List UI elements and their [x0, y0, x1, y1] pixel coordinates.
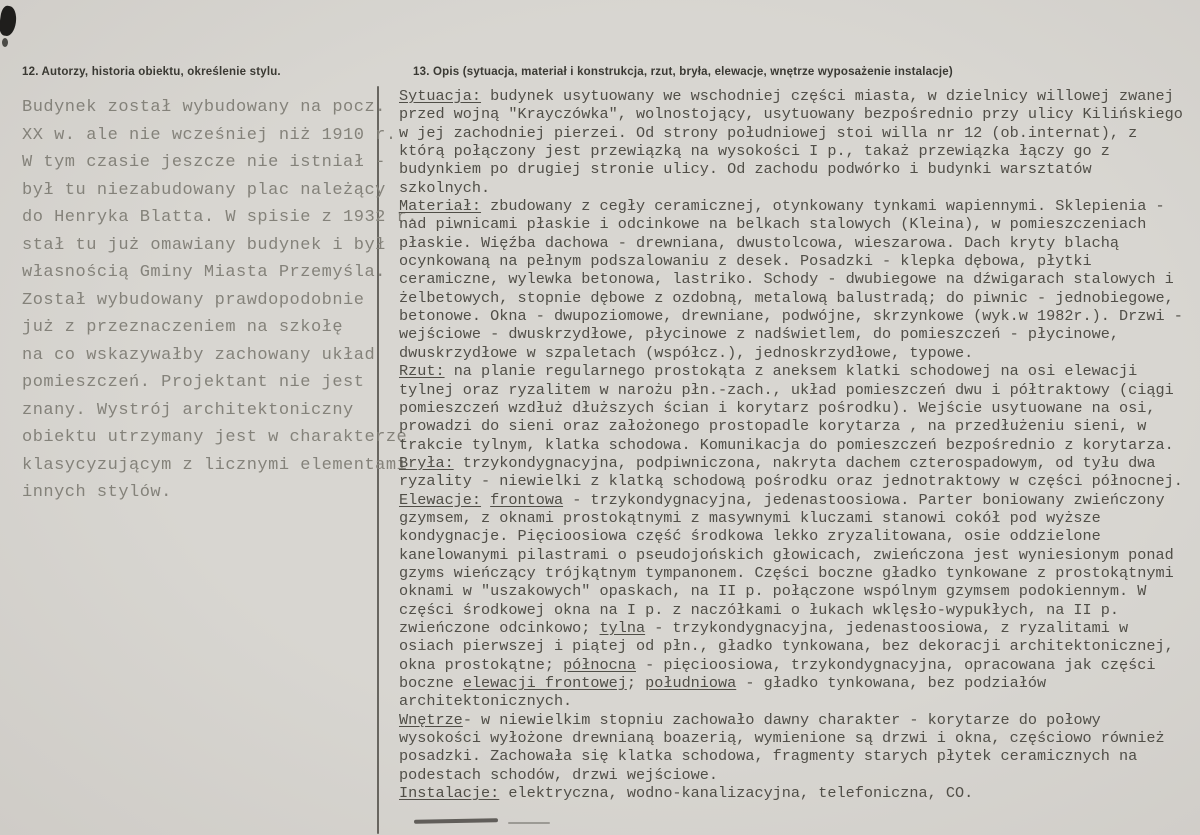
- text-line: do Henryka Blatta. W spisie z 1932 r.: [22, 208, 418, 227]
- text-line: XX w. ale nie wcześniej niż 1910 r.: [22, 125, 397, 145]
- underlined-term: Sytuacja:: [399, 87, 482, 105]
- section-12-heading: 12. Autorzy, historia obiektu, określenie stylu.: [22, 66, 281, 78]
- underlined-term: tylna: [599, 618, 646, 637]
- paragraph: [399, 362, 1185, 454]
- text-segment: [481, 491, 490, 509]
- text-line: już z przeznaczeniem na szkołę: [22, 318, 344, 337]
- text-segment: - trzykondygnacyjna, jedenastoosiowa. Parter boniowany zwieńczony gzymsem, z oknami prostokątnymi z masywnymi kluczami stanowi cokół pod wyższe kondygnacje. Pięcioosiowa część środkowa lekko zryzalitowana, osie oddzielone kanelowanymi pilastrami o pseudojońskich głowicach, zwieńczona jest wyniesionym ponad gzyms wieńczący trójkątnym tympanonem. Części boczne gładko tynkowane z prostokątnymi oknami w "uszakowych" opaskach, na II p. połączone wspólnym gzymsem podokiennym. W części środkowej okna na I p. z naczółkami o łukach wklęsło-wypukłych, na II p. zwieńczone odcinkowo;: [399, 490, 1174, 637]
- underlined-term: Elewacje:: [399, 490, 482, 509]
- paragraph: [399, 87, 1185, 197]
- underlined-term: Rzut:: [399, 362, 445, 381]
- text-line: innych stylów.: [22, 483, 172, 502]
- underlined-term: północna: [563, 655, 636, 674]
- text-segment: budynek usytuowany we wschodniej części miasta, w dzielnicy willowej zwanej przed wojną "Krayczówka", wolnostojący, usytuowany bezpośrednio przy ulicy Kilińskiego w jej zachodniej pierzei. Od strony południowej stoi willa nr 12 (ob.internat), z którą połączony jest przewiązką na wysokości I p., takaż przewiązka łączy go z budynkiem po drugiej stronie ulicy. Od zachodu podwórko i budynki warsztatów szkolnych.: [399, 87, 1183, 197]
- right-column-body: [399, 87, 1185, 802]
- underlined-term: południowa: [645, 674, 737, 692]
- ink-blot: [0, 5, 18, 37]
- text-segment: zbudowany z cegły ceramicznej, otynkowany tynkami wapiennymi. Sklepienia - nad piwnicami płaskie i odcinkowe na belkach stalowych (Kleina), w pomieszczeniach płaskie. Więźba dachowa - drewniana, dwustolcowa, wieszarowa. Dach kryty blachą ocynkowaną na pełnym podszalowaniu z desek. Posadzki - klepka dębowa, płytki ceramiczne, wylewka betonowa, lastriko. Schody - dwubiegowe na dźwigarach stalowych i żelbetowych, stopnie dębowe z ozdobną, metalową balustradą; do piwnic - jednobiegowe, betonowe. Okna - dwupoziomowe, drewniane, podwójne, skrzynkowe (wyk.w 1982r.). Drzwi - wejściowe - dwuskrzydłowe, płycinowe z nadświetlem, do pomieszczeń - płycinowe, dwuskrzydłowe w szpaletach (współcz.), jednoskrzydłowe, typowe.: [399, 197, 1183, 362]
- underlined-term: Bryła:: [399, 453, 454, 472]
- paragraph: [399, 197, 1185, 362]
- underlined-term: frontowa: [490, 490, 564, 509]
- ink-smudge-faint: [508, 822, 550, 824]
- text-line: własnością Gminy Miasta Przemyśla.: [22, 263, 386, 282]
- text-line: był tu niezabudowany plac należący: [22, 180, 386, 200]
- underlined-term: Instalacje:: [399, 784, 500, 803]
- text-line: klasycyzującym z licznymi elementami: [22, 455, 408, 475]
- text-segment: na planie regularnego prostokąta z aneksem klatki schodowej na osi elewacji tylnej oraz ryzalitem w narożu płn.-zach., układ pomieszczeń dwu i półtraktowy (ciągi pomieszczeń wzdłuż dłuższych ścian i korytarz pośrodku). Wejście usytuowane na osi, prowadzi do sieni oraz założonego prostopadle korytarza , na przedłużeniu sieni, w trakcie tylnym, klatka schodowa. Komunikacja do pomieszczeń bezpośrednio z korytarza.: [399, 362, 1174, 454]
- text-line: stał tu już omawiany budynek i był: [22, 235, 386, 255]
- underlined-term: Materiał:: [399, 197, 482, 216]
- underlined-term: Wnętrze: [399, 710, 463, 729]
- text-line: znany. Wystrój architektoniczny: [22, 400, 354, 420]
- text-segment: trzykondygnacyjna, podpiwniczona, nakryta dachem czterospadowym, od tyłu dwa ryzality - niewielki z klatką schodową pośrodku oraz jednotraktowy w części północnej.: [399, 453, 1183, 491]
- text-segment: - w niewielkim stopniu zachowało dawny charakter - korytarze do połowy wysokości wyłożone drewnianą boazerią, wymienione są drzwi i okna, częściowo również posadzki. Zachowała się klatka schodowa, fragmenty starych płytek ceramicznych na podestach schodów, drzwi wejściowe.: [399, 710, 1165, 784]
- text-line: Budynek został wybudowany na pocz.: [22, 98, 386, 117]
- text-segment: elektryczna, wodno-kanalizacyjna, telefoniczna, CO.: [499, 784, 974, 803]
- paragraph: [399, 454, 1185, 491]
- text-line: obiektu utrzymany jest w charakterze: [22, 428, 408, 447]
- paragraph: [399, 491, 1185, 711]
- text-segment: - gładko tynkowana, bez podziałów architektonicznych.: [399, 674, 1047, 711]
- text-line: pomieszczeń. Projektant nie jest: [22, 373, 365, 392]
- text-line: Został wybudowany prawdopodobnie: [22, 290, 365, 310]
- section-13-heading: 13. Opis (sytuacja, materiał i konstrukcja, rzut, bryła, elewacje, wnętrze wyposażenie instalacje): [413, 66, 953, 78]
- left-column-body: [22, 94, 418, 507]
- underlined-term: elewacji frontowej: [462, 674, 627, 692]
- text-line: na co wskazywałby zachowany układ: [22, 345, 376, 365]
- text-line: W tym czasie jeszcze nie istniał -: [22, 153, 386, 172]
- ink-smudge: [414, 818, 498, 823]
- text-segment: - trzykondygnacyjna, jedenastoosiowa, z ryzalitami w osiach pierwszej i piątej od płn., gładko tynkowana, bez dekoracji architektonicznej, okna prostokątne;: [399, 618, 1174, 674]
- paragraph: [399, 711, 1185, 784]
- text-segment: ;: [626, 674, 646, 692]
- ink-dot: [2, 38, 8, 47]
- paragraph: [399, 784, 1185, 802]
- text-segment: - pięcioosiowa, trzykondygnacyjna, opracowana jak części boczne: [399, 655, 1156, 692]
